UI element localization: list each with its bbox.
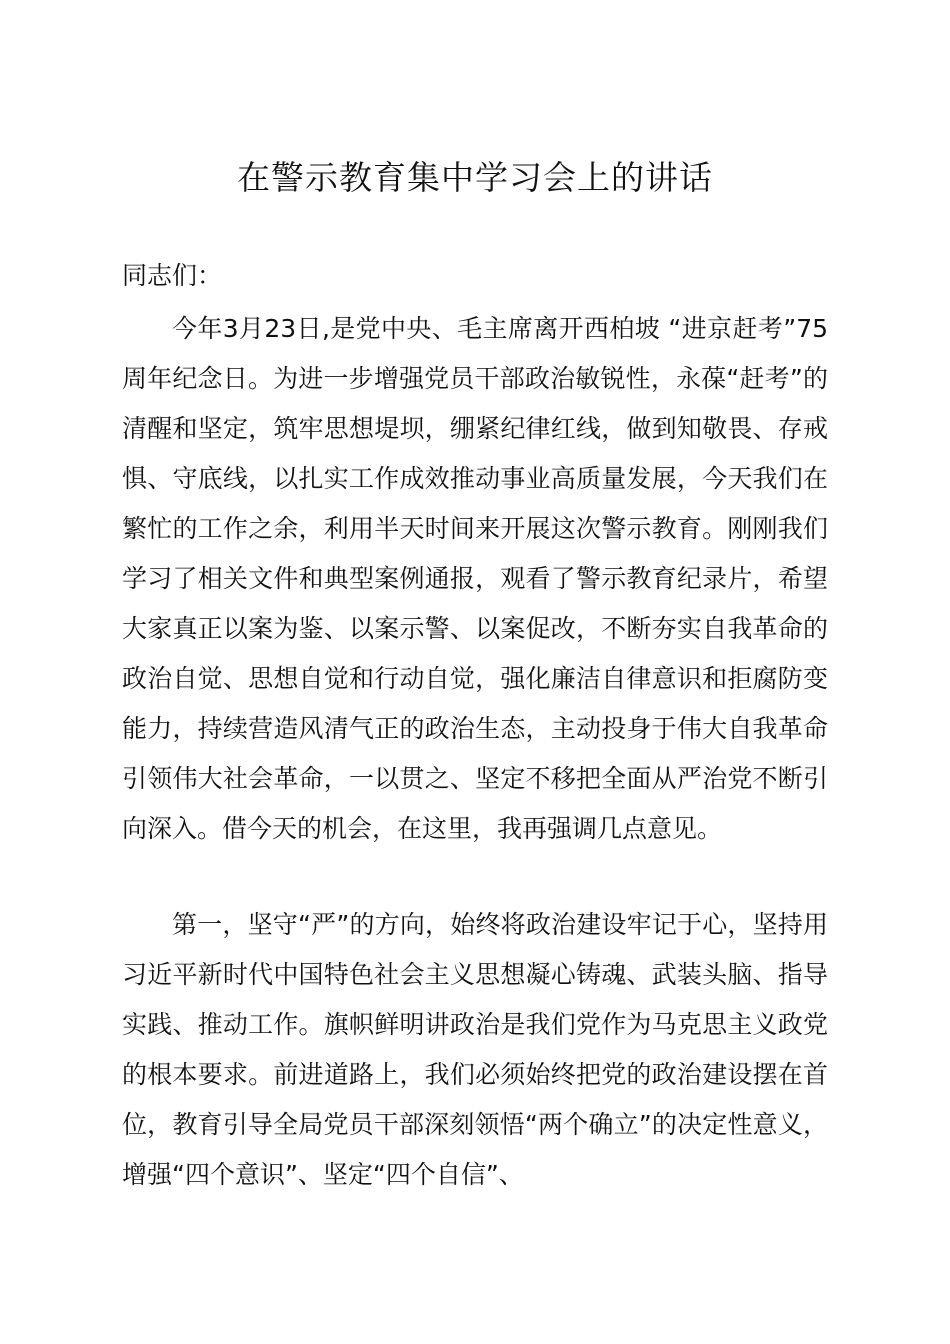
body-paragraph: 第一，坚守“严”的方向，始终将政治建设牢记于心，坚持用习近平新时代中国特色社会主义思想凝心铸魂、武装头脑、指导实践、推动工作。旗帜鲜明讲政治是我们党作为马克思主义政党的根本要求。前进道路上，我们必须始终把党的政治建设摆在首位，教育引导全局党员干部深刻领悟“两个确立”的决定性意义，增强“四个意识”、坚定“四个自信”、 [122,910,828,1189]
salutation: 同志们： [122,261,223,290]
body-paragraph: 今年3月23日,是党中央、毛主席离开西柏坡 “进京赶考”75周年纪念日。为进一步增强党员干部政治敏锐性，永葆“赶考”的清醒和坚定，筑牢思想堤坝，绷紧纪律红线，做到知敬畏、存戒惧、守底线，以扎实工作成效推动事业高质量发展，今天我们在繁忙的工作之余，利用半天时间来开展这次警示教育。刚刚我们学习了相关文件和典型案例通报，观看了警示教育纪录片，希望大家真正以案为鉴、以案示警、以案促改，不断夯实自我革命的政治自觉、思想自觉和行动自觉，强化廉洁自律意识和拒腐防变能力，持续营造风清气正的政治生态，主动投身于伟大自我革命引领伟大社会革命，一以贯之、坚定不移把全面从严治党不断引向深入。借今天的机会，在这里，我再强调几点意见。 [122,314,828,843]
document-title: 在警示教育集中学习会上的讲话 [237,158,713,197]
